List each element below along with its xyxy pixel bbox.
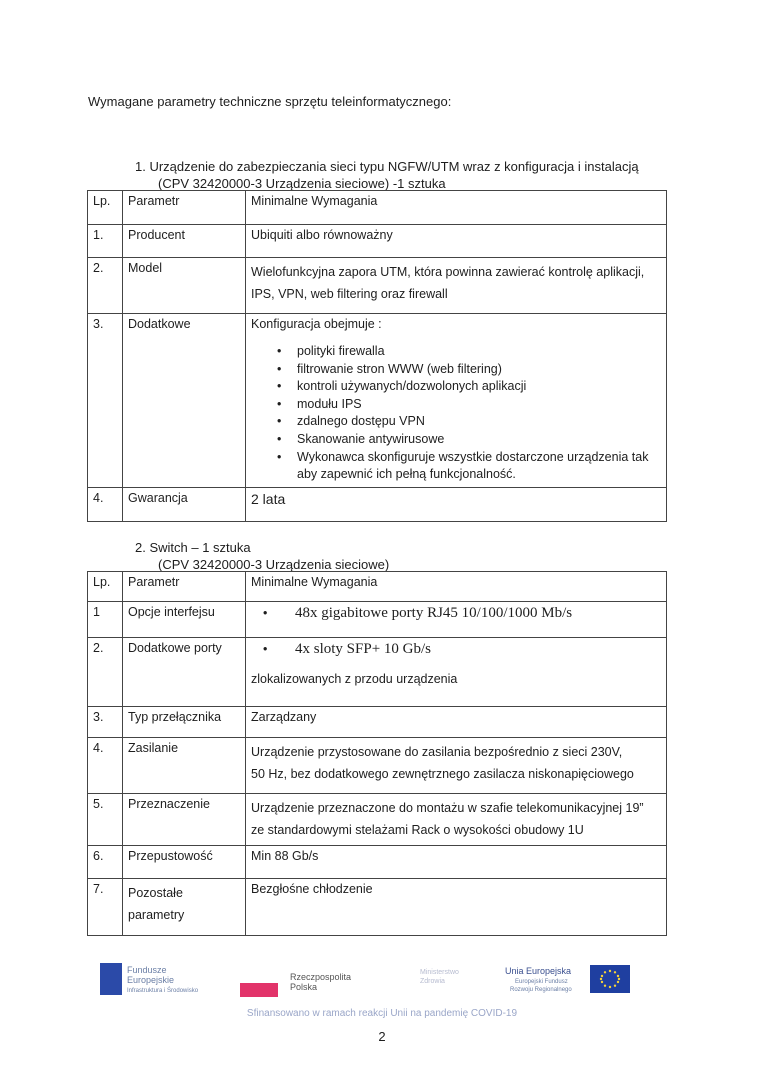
row-param: Gwarancja [123, 488, 246, 522]
table-ngfw [87, 190, 667, 522]
header-param: Parametr [123, 572, 246, 602]
eu-flag-icon [590, 965, 630, 993]
fe-logo-icon [100, 963, 122, 995]
table-row [88, 638, 667, 707]
table-row [88, 258, 667, 314]
table-row [88, 488, 667, 522]
row-req-text: 48x gigabitowe porty RJ45 10/100/1000 Mb/s [295, 605, 573, 621]
bullet-icon: • [277, 431, 282, 446]
row-req: Min 88 Gb/s [246, 846, 667, 879]
list-item [277, 361, 661, 379]
row-req-intro: Konfiguracja obejmuje : [251, 317, 382, 331]
bullet-icon: • [277, 379, 282, 394]
pl-flag-icon [240, 983, 278, 997]
section2-title: 2. Switch – 1 sztuka [135, 540, 251, 555]
bullet-icon: • [263, 606, 268, 620]
row-lp: 1. [88, 225, 123, 258]
bullet-icon: • [277, 414, 282, 429]
rp-logo-text: Rzeczpospolita [290, 972, 352, 982]
row-req [246, 738, 667, 794]
table-row [88, 602, 667, 638]
header-req: Minimalne Wymagania [246, 572, 667, 602]
list-item-text: kontroli używanych/dozwolonych aplikacji [297, 379, 527, 394]
row-req-line: ze standardowymi stelażami Rack o wysokości obudowy 1U [251, 823, 584, 837]
row-param: Dodatkowe porty [123, 638, 246, 707]
row-req-line: Urządzenie przystosowane do zasilania bezpośrednio z sieci 230V, [251, 745, 623, 759]
intro-text: Wymagane parametry techniczne sprzętu teleinformatycznego: [88, 94, 452, 109]
header-lp: Lp. [88, 572, 123, 602]
row-req [246, 314, 667, 488]
row-req: Zarządzany [246, 707, 667, 738]
row-lp: 1 [88, 602, 123, 638]
header-req: Minimalne Wymagania [246, 191, 667, 225]
row-param-line: Pozostałe [128, 886, 183, 900]
section1-title: 1. Urządzenie do zabezpieczania sieci typu NGFW/UTM wraz z konfiguracja i instalacją [135, 159, 639, 174]
row-lp: 3. [88, 707, 123, 738]
bullet-list [251, 343, 661, 484]
funded-note: Sfinansowano w ramach reakcji Unii na pandemię COVID-19 [246, 1008, 518, 1019]
row-lp: 3. [88, 314, 123, 488]
list-item [277, 431, 661, 449]
row-req: Ubiquiti albo równoważny [246, 225, 667, 258]
bullet-icon: • [277, 344, 282, 358]
section2-cpv: (CPV 32420000-3 Urządzenia sieciowe) [158, 557, 390, 572]
row-param: Przeznaczenie [123, 794, 246, 846]
row-lp: 6. [88, 846, 123, 879]
row-lp: 4. [88, 488, 123, 522]
row-param: Dodatkowe [123, 314, 246, 488]
header-param: Parametr [123, 191, 246, 225]
rp-logo-text: Polska [290, 982, 318, 992]
table-row [88, 738, 667, 794]
row-param: Przepustowość [123, 846, 246, 879]
row-req-line: Urządzenie przeznaczone do montażu w szafie telekomunikacyjnej 19” [251, 801, 644, 815]
row-req-line: Wielofunkcyjna zapora UTM, która powinna zawierać kontrolę aplikacji, [251, 265, 645, 279]
row-lp: 2. [88, 258, 123, 314]
row-param: Opcje interfejsu [123, 602, 246, 638]
list-item-text: modułu IPS [297, 396, 362, 411]
fe-logo-text: Fundusze [127, 965, 167, 975]
bullet-icon: • [277, 361, 282, 376]
list-item [277, 413, 661, 431]
row-param: Producent [123, 225, 246, 258]
row-param: Zasilanie [123, 738, 246, 794]
fe-logo-text: Europejskie [127, 975, 175, 985]
list-item [277, 449, 661, 484]
row-lp: 7. [88, 879, 123, 936]
ue-logo-text: Unia Europejska [505, 966, 572, 976]
row-req [246, 258, 667, 314]
row-req-text: 4x sloty SFP+ 10 Gb/s [295, 641, 431, 657]
row-req: Bezgłośne chłodzenie [246, 879, 667, 936]
row-lp: 2. [88, 638, 123, 707]
list-item-text: Skanowanie antywirusowe [297, 431, 445, 446]
ue-logo-text: Rozwoju Regionalnego [510, 987, 572, 993]
table-row [88, 225, 667, 258]
row-req-line: zlokalizowanych z przodu urządzenia [251, 672, 458, 686]
row-lp: 4. [88, 738, 123, 794]
list-item [277, 396, 661, 414]
table-row [88, 314, 667, 488]
row-param: Model [123, 258, 246, 314]
list-item-text: zdalnego dostępu VPN [297, 414, 425, 429]
mz-logo-text: Ministerstwo [420, 969, 459, 976]
eu-stars-icon [590, 965, 630, 993]
bullet-icon: • [277, 449, 282, 464]
table-row [88, 794, 667, 846]
table-switch [87, 571, 667, 936]
row-param: Typ przełącznika [123, 707, 246, 738]
row-req-line: 50 Hz, bez dodatkowego zewnętrznego zasilacza niskonapięciowego [251, 767, 634, 781]
row-req: 2 lata [246, 488, 667, 522]
fe-logo-text: Infrastruktura i Środowisko [127, 988, 199, 994]
header-lp: Lp. [88, 191, 123, 225]
page-number: 2 [378, 1029, 386, 1044]
section1-cpv: (CPV 32420000-3 Urządzenia sieciowe) -1 sztuka [158, 176, 446, 191]
row-req [246, 602, 667, 638]
mz-logo-text: Zdrowia [420, 978, 445, 985]
bullet-icon: • [277, 396, 282, 411]
list-item [277, 343, 661, 361]
row-req [246, 638, 667, 707]
table-row [88, 879, 667, 936]
list-item [277, 378, 661, 396]
table-row [88, 707, 667, 738]
table-header [88, 191, 667, 225]
list-item-text: aby zapewnić ich pełną funkcjonalność. [297, 467, 516, 482]
list-item-text: Wykonawca skonfiguruje wszystkie dostarczone urządzenia tak [297, 449, 649, 464]
row-req [246, 794, 667, 846]
row-lp: 5. [88, 794, 123, 846]
bullet-icon: • [263, 642, 268, 656]
row-req-line: IPS, VPN, web filtering oraz firewall [251, 287, 448, 301]
list-item-text: filtrowanie stron WWW (web filtering) [297, 361, 502, 376]
row-param-line: parametry [128, 908, 185, 922]
row-param [123, 879, 246, 936]
list-item-text: polityki firewalla [297, 344, 385, 358]
ue-logo-text: Europejski Fundusz [515, 979, 568, 985]
table-row [88, 846, 667, 879]
table-header [88, 572, 667, 602]
